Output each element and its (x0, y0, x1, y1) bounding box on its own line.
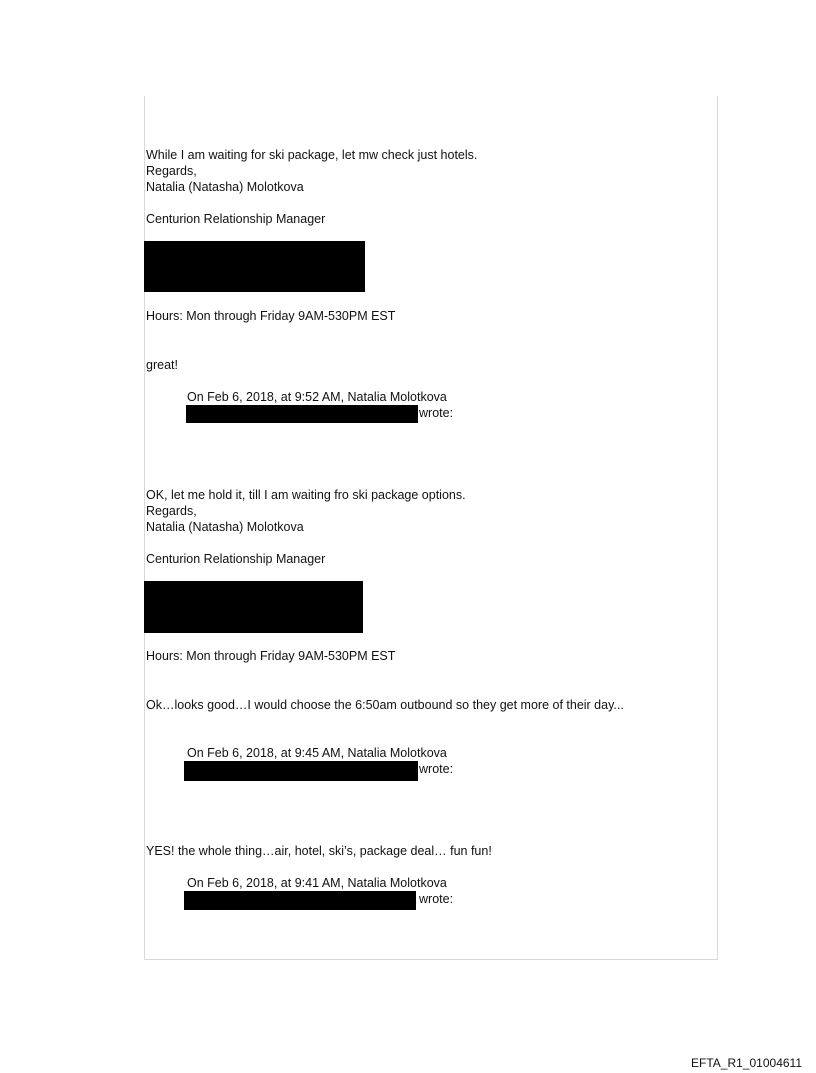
reply-body: Ok…looks good…I would choose the 6:50am outbound so they get more of their day... (146, 698, 624, 712)
message-body: While I am waiting for ski package, let mw check just hotels. (146, 148, 478, 162)
signature-title: Centurion Relationship Manager (146, 212, 326, 226)
reply-body: YES! the whole thing…air, hotel, ski’s, package deal… fun fun! (146, 844, 492, 858)
message-body: OK, let me hold it, till I am waiting fro ski package options. (146, 488, 466, 502)
quote-header: On Feb 6, 2018, at 9:41 AM, Natalia Molotkova (187, 876, 447, 890)
quote-header: On Feb 6, 2018, at 9:45 AM, Natalia Molotkova (187, 746, 447, 760)
redaction-block (184, 761, 418, 781)
signature-hours: Hours: Mon through Friday 9AM-530PM EST (146, 649, 396, 663)
document-id: EFTA_R1_01004611 (691, 1056, 802, 1070)
quote-wrote: wrote: (419, 762, 454, 776)
signature-name: Natalia (Natasha) Molotkova (146, 180, 304, 194)
quote-wrote: wrote: (419, 892, 454, 906)
quote-header: On Feb 6, 2018, at 9:52 AM, Natalia Molotkova (187, 390, 447, 404)
redaction-block (144, 241, 365, 292)
signature-closing: Regards, (146, 164, 197, 178)
redaction-block (184, 891, 416, 910)
quote-wrote: wrote: (419, 406, 454, 420)
reply-body: great! (146, 358, 178, 372)
signature-name: Natalia (Natasha) Molotkova (146, 520, 304, 534)
signature-hours: Hours: Mon through Friday 9AM-530PM EST (146, 309, 396, 323)
signature-closing: Regards, (146, 504, 197, 518)
redaction-block (144, 581, 363, 633)
signature-title: Centurion Relationship Manager (146, 552, 326, 566)
redaction-block (186, 405, 418, 423)
